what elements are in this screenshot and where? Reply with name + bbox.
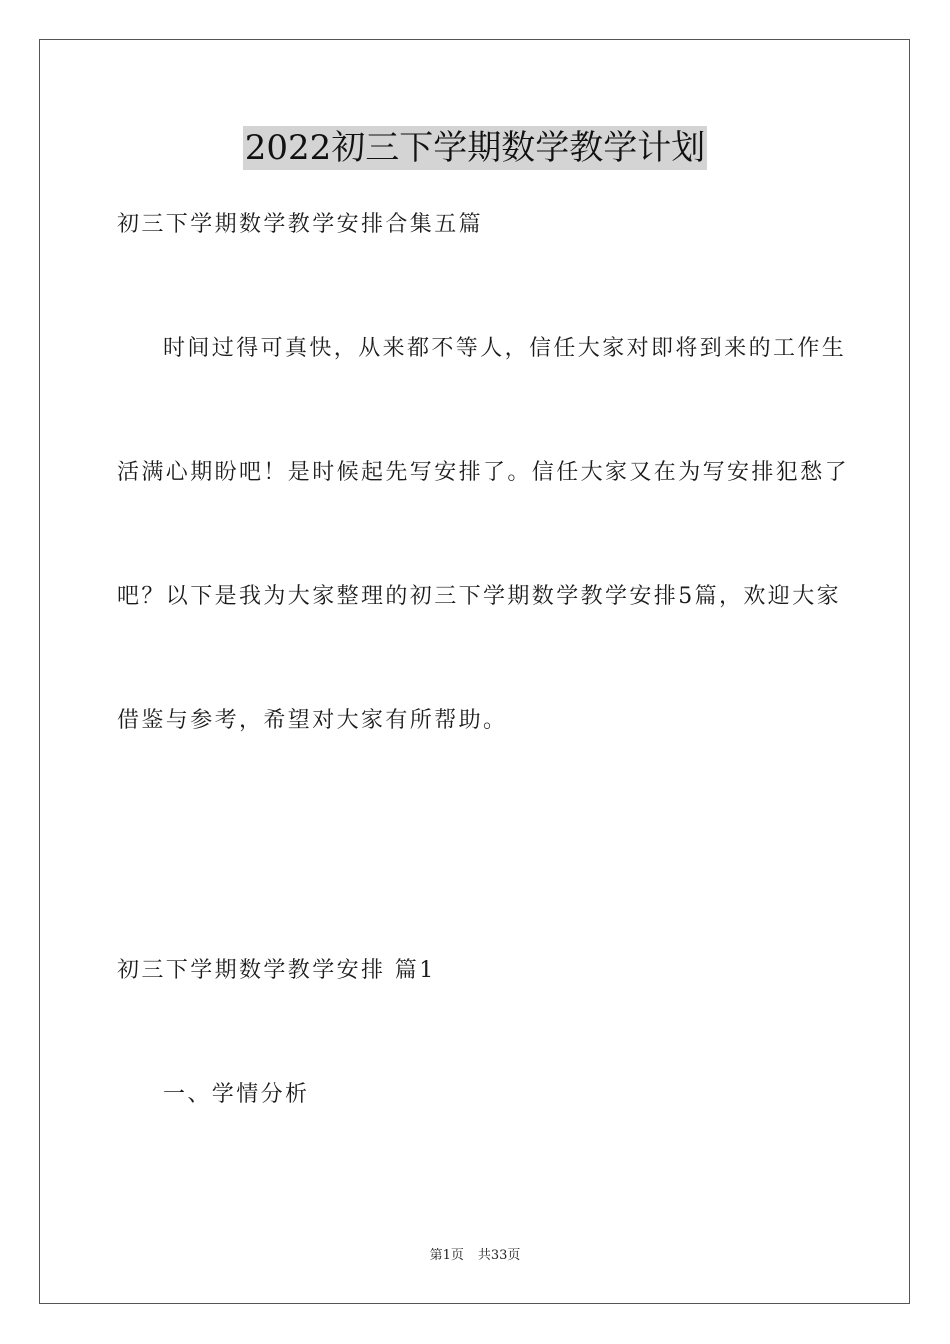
document-subtitle: 初三下学期数学教学安排合集五篇 [117, 212, 484, 237]
section-heading: 初三下学期数学教学安排 篇1 [117, 958, 436, 983]
document-title: 2022初三下学期数学教学计划 [244, 128, 706, 168]
page-footer [0, 1247, 950, 1265]
title-container [0, 126, 950, 170]
page-number: 第1页 [429, 1248, 464, 1263]
intro-line-4: 借鉴与参考，希望对大家有所帮助。 [117, 708, 508, 733]
intro-line-1: 时间过得可真快，从来都不等人，信任大家对即将到来的工作生 [163, 336, 847, 361]
intro-line-3: 吧？以下是我为大家整理的初三下学期数学教学安排5篇，欢迎大家 [117, 584, 841, 609]
page-total: 共33页 [477, 1248, 521, 1263]
intro-line-2: 活满心期盼吧！是时候起先写安排了。信任大家又在为写安排犯愁了 [117, 460, 850, 485]
subsection-heading: 一、学情分析 [163, 1082, 310, 1107]
